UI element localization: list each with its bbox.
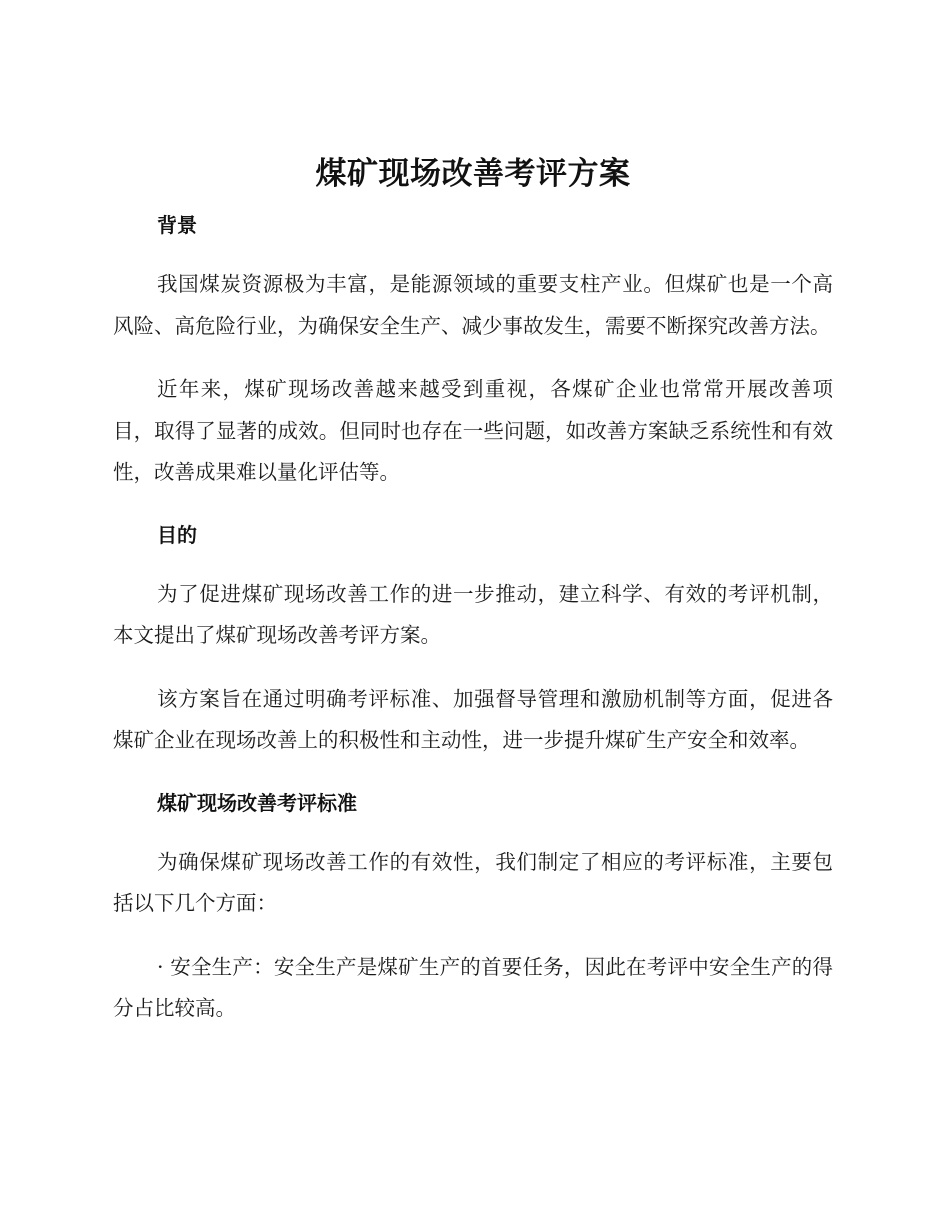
- spacer: [113, 762, 833, 784]
- bullet-paragraph: · 安全生产：安全生产是煤矿生产的首要任务，因此在考评中安全生产的得分占比较高。: [113, 954, 833, 1020]
- spacer: [113, 822, 833, 842]
- spacer: [113, 494, 833, 516]
- paragraph: 我国煤炭资源极为丰富，是能源领域的重要支柱产业。但煤矿也是一个高风险、高危险行业，为确保安全生产、减少事故发生，需要不断探究改善方法。: [113, 272, 833, 338]
- paragraph: 该方案旨在通过明确考评标准、加强督导管理和激励机制等方面，促进各煤矿企业在现场改善上的积极性和主动性，进一步提升煤矿生产安全和效率。: [113, 686, 833, 752]
- section-heading-background: 背景: [157, 213, 197, 237]
- spacer: [113, 347, 833, 369]
- spacer: [113, 244, 833, 264]
- document-title: 煤矿现场改善考评方案: [315, 156, 631, 192]
- paragraph: 近年来，煤矿现场改善越来越受到重视，各煤矿企业也常常开展改善项目，取得了显著的成效。但同时也存在一些问题，如改善方案缺乏系统性和有效性，改善成果难以量化评估等。: [113, 377, 833, 484]
- spacer: [113, 657, 833, 679]
- section-heading-purpose: 目的: [157, 522, 197, 547]
- paragraph: 为了促进煤矿现场改善工作的进一步推动，建立科学、有效的考评机制，本文提出了煤矿现场改善考评方案。: [113, 581, 833, 647]
- section-heading-standards: 煤矿现场改善考评标准: [157, 790, 357, 815]
- document-body: [113, 148, 833, 1030]
- paragraph: 为确保煤矿现场改善工作的有效性，我们制定了相应的考评标准，主要包括以下几个方面：: [113, 849, 833, 915]
- spacer: [113, 925, 833, 947]
- spacer: [113, 554, 833, 574]
